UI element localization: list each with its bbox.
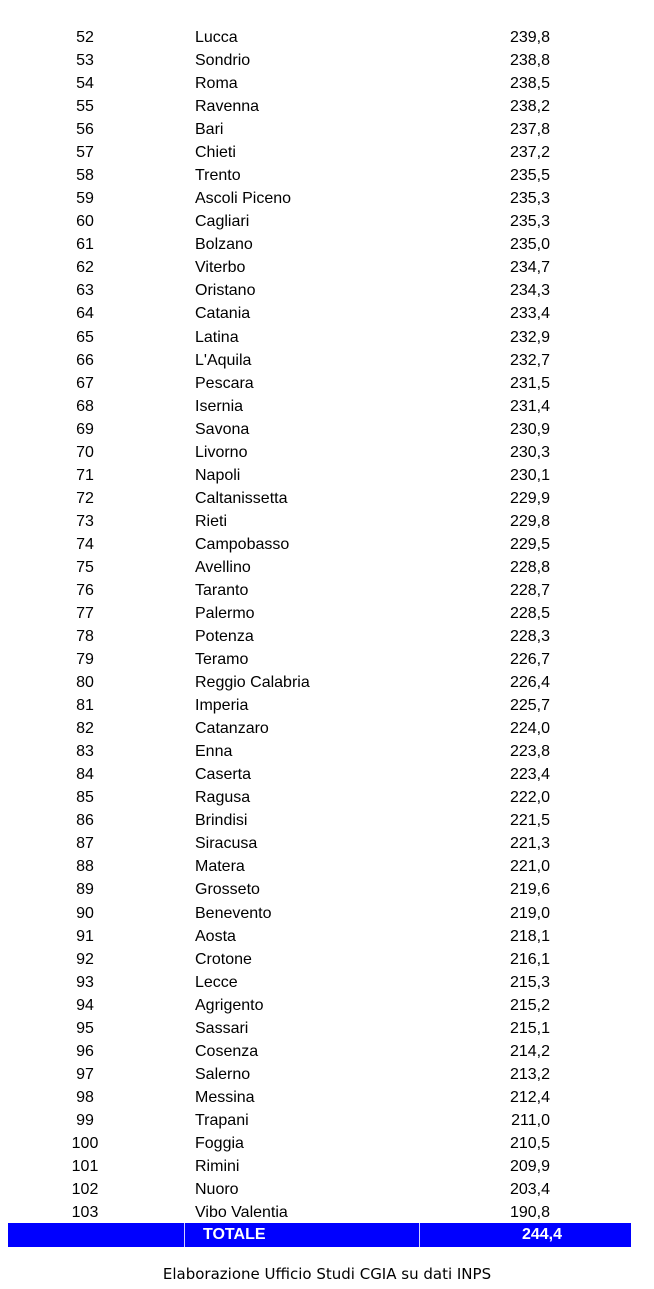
table-row [0,533,654,556]
table-row [0,1178,654,1201]
total-separator-right [419,1223,420,1247]
province-cell: Rieti [195,512,228,530]
value-cell: 230,9 [509,420,550,438]
province-cell: Teramo [195,651,249,669]
table-row [0,418,654,441]
table-row [0,948,654,971]
province-cell: Campobasso [195,535,290,553]
rank-cell: 71 [76,466,94,484]
table-row [0,49,654,72]
rank-cell: 82 [76,720,94,738]
province-cell: Livorno [195,443,248,461]
total-separator-left [184,1223,185,1247]
table-row [0,1086,654,1109]
value-cell: 210,5 [509,1134,550,1152]
value-cell: 209,9 [509,1157,550,1175]
table-row [0,809,654,832]
province-cell: Pescara [195,374,254,392]
province-cell: Lecce [195,973,238,991]
value-cell: 223,8 [509,743,550,761]
province-cell: Taranto [195,581,249,599]
rank-cell: 85 [76,789,94,807]
value-cell: 238,5 [509,75,550,93]
province-cell: Siracusa [195,835,258,853]
table-row [0,902,654,925]
table-row [0,878,654,901]
value-cell: 234,3 [509,282,550,300]
table-row [0,855,654,878]
rank-cell: 74 [76,535,94,553]
rank-cell: 97 [76,1065,94,1083]
value-cell: 225,7 [509,697,550,715]
province-cell: Chieti [195,144,236,162]
table-row [0,717,654,740]
table-row [0,648,654,671]
table-row [0,1132,654,1155]
province-cell: Agrigento [195,996,264,1014]
table-row [0,994,654,1017]
table-row [0,671,654,694]
rank-cell: 61 [76,236,94,254]
table-row [0,925,654,948]
value-cell: 228,5 [509,605,550,622]
rank-cell: 84 [76,766,94,784]
province-cell: Imperia [195,697,249,715]
table-row [0,164,654,187]
table-row [0,602,654,625]
value-cell: 229,9 [509,489,550,507]
rank-cell: 94 [76,996,94,1014]
table-row [0,1155,654,1178]
table-row [0,556,654,579]
table-row [0,210,654,233]
value-cell: 216,1 [509,950,550,968]
rank-cell: 57 [76,144,94,162]
rank-cell: 60 [76,213,94,231]
province-cell: Sassari [195,1019,249,1037]
province-cell: Reggio Calabria [195,674,310,692]
rank-cell: 75 [76,558,94,576]
rank-cell: 88 [76,858,94,876]
rank-cell: 86 [76,812,94,830]
table-row [0,763,654,786]
province-cell: Caltanissetta [195,489,288,507]
value-cell: 238,2 [509,98,550,116]
value-cell: 231,5 [509,374,550,392]
table-row [0,118,654,141]
table-row [0,302,654,325]
rank-cell: 69 [76,420,94,438]
province-cell: Grosseto [195,881,260,899]
table-row [0,579,654,602]
rank-cell: 95 [76,1019,94,1037]
rank-cell: 92 [76,950,94,968]
province-cell: L'Aquila [195,351,252,369]
value-cell: 218,1 [509,927,550,945]
value-cell: 231,4 [509,397,550,415]
value-cell: 213,2 [509,1065,550,1083]
value-cell: 212,4 [509,1088,550,1106]
rank-cell: 73 [76,512,94,530]
rank-cell: 64 [76,305,94,323]
value-cell: 235,0 [509,236,550,254]
province-cell: Cosenza [195,1042,259,1060]
value-cell: 229,5 [509,535,550,553]
rank-cell: 54 [76,75,94,93]
province-cell: Vibo Valentia [195,1204,288,1222]
rank-cell: 89 [76,881,94,899]
table-row [0,256,654,279]
value-cell: 215,3 [509,973,550,991]
table-row [0,441,654,464]
province-cell: Avellino [195,558,251,576]
value-cell: 239,8 [509,29,550,46]
value-cell: 235,3 [509,213,550,231]
value-cell: 235,5 [509,167,550,185]
table-row [0,971,654,994]
table-row [0,832,654,855]
table-row [0,279,654,302]
rank-cell: 101 [71,1157,99,1175]
rank-cell: 103 [71,1204,99,1222]
table-row [0,694,654,717]
rank-cell: 96 [76,1042,94,1060]
value-cell: 234,7 [509,259,550,277]
rank-cell: 99 [76,1111,94,1129]
value-cell: 238,8 [509,52,550,70]
table-row [0,1063,654,1086]
province-cell: Brindisi [195,812,248,830]
province-cell: Ascoli Piceno [195,190,292,208]
table-row [0,786,654,809]
table-row [0,464,654,487]
table-row [0,233,654,256]
table-row [0,1109,654,1132]
value-cell: 221,0 [509,858,550,876]
value-cell: 221,3 [509,835,550,853]
rank-cell: 65 [76,328,94,346]
table-row [0,72,654,95]
table-row [0,1040,654,1063]
rank-cell: 70 [76,443,94,461]
province-cell: Lucca [195,29,238,46]
rank-cell: 76 [76,581,94,599]
province-cell: Salerno [195,1065,251,1083]
province-cell: Trapani [195,1111,249,1129]
province-cell: Savona [195,420,250,438]
province-cell: Caserta [195,766,252,784]
table-row [0,1201,654,1224]
table-row [0,141,654,164]
table-row [0,349,654,372]
rank-cell: 55 [76,98,94,116]
province-cell: Roma [195,75,238,93]
province-cell: Napoli [195,466,241,484]
province-cell: Foggia [195,1134,244,1152]
rank-cell: 67 [76,374,94,392]
rank-cell: 56 [76,121,94,139]
rank-cell: 59 [76,190,94,208]
province-cell: Sondrio [195,52,251,70]
value-cell: 229,8 [509,512,550,530]
province-cell: Palermo [195,605,255,622]
rank-cell: 66 [76,351,94,369]
value-cell: 228,7 [509,581,550,599]
value-cell: 226,7 [509,651,550,669]
province-cell: Cagliari [195,213,250,231]
value-cell: 219,6 [509,881,550,899]
rank-cell: 100 [71,1134,99,1152]
value-cell: 211,0 [511,1111,550,1129]
province-cell: Catania [195,305,251,323]
value-cell: 214,2 [509,1042,550,1060]
value-cell: 230,3 [509,443,550,461]
rank-cell: 63 [76,282,94,300]
value-cell: 215,2 [509,996,550,1014]
table-row [0,187,654,210]
value-cell: 232,7 [509,351,550,369]
province-cell: Trento [195,167,241,185]
value-cell: 215,1 [509,1019,550,1037]
table-row [0,326,654,349]
rank-cell: 93 [76,973,94,991]
province-cell: Bolzano [195,236,253,254]
value-cell: 190,8 [509,1204,550,1222]
province-cell: Aosta [195,927,236,945]
value-cell: 228,8 [509,558,550,576]
rank-cell: 91 [76,927,94,945]
province-cell: Enna [195,743,233,761]
province-cell: Nuoro [195,1181,239,1198]
rank-cell: 102 [71,1181,99,1198]
province-cell: Oristano [195,282,256,300]
value-cell: 221,5 [509,812,550,830]
value-cell: 237,8 [509,121,550,139]
total-row [8,1223,631,1247]
rank-cell: 53 [76,52,94,70]
total-value: 244,4 [521,1226,562,1243]
value-cell: 232,9 [509,328,550,346]
rank-cell: 62 [76,259,94,277]
province-cell: Rimini [195,1157,240,1175]
rank-cell: 72 [76,489,94,507]
province-cell: Ragusa [195,789,251,807]
province-cell: Messina [195,1088,255,1106]
table-row [0,95,654,118]
value-cell: 226,4 [509,674,550,692]
value-cell: 203,4 [509,1181,550,1198]
rank-cell: 52 [76,29,94,46]
table-row [0,26,654,49]
rank-cell: 87 [76,835,94,853]
rank-cell: 83 [76,743,94,761]
table-row [0,395,654,418]
rank-cell: 80 [76,674,94,692]
table-row [0,740,654,763]
value-cell: 233,4 [509,305,550,323]
total-label: TOTALE [203,1226,266,1243]
rank-cell: 98 [76,1088,94,1106]
province-cell: Benevento [195,904,272,922]
source-note: Elaborazione Ufficio Studi CGIA su dati INPS [162,1265,492,1283]
province-cell: Ravenna [195,98,260,116]
value-cell: 235,3 [509,190,550,208]
table-row [0,487,654,510]
province-cell: Crotone [195,950,252,968]
rank-cell: 90 [76,904,94,922]
value-cell: 222,0 [509,789,550,807]
province-cell: Potenza [195,628,254,646]
rank-cell: 68 [76,397,94,415]
rank-cell: 78 [76,628,94,646]
value-cell: 228,3 [509,628,550,646]
rank-cell: 58 [76,167,94,185]
table-row [0,625,654,648]
table-row [0,1017,654,1040]
value-cell: 223,4 [509,766,550,784]
rank-cell: 79 [76,651,94,669]
value-cell: 219,0 [509,904,550,922]
province-cell: Viterbo [195,259,246,277]
province-cell: Bari [195,121,224,139]
rank-cell: 81 [76,697,94,715]
table-row [0,372,654,395]
value-cell: 237,2 [509,144,550,162]
province-cell: Isernia [195,397,244,415]
rank-cell: 77 [76,605,94,622]
value-cell: 230,1 [509,466,550,484]
value-cell: 224,0 [509,720,550,738]
province-cell: Matera [195,858,245,876]
table-row [0,510,654,533]
province-cell: Latina [195,328,239,346]
province-cell: Catanzaro [195,720,269,738]
